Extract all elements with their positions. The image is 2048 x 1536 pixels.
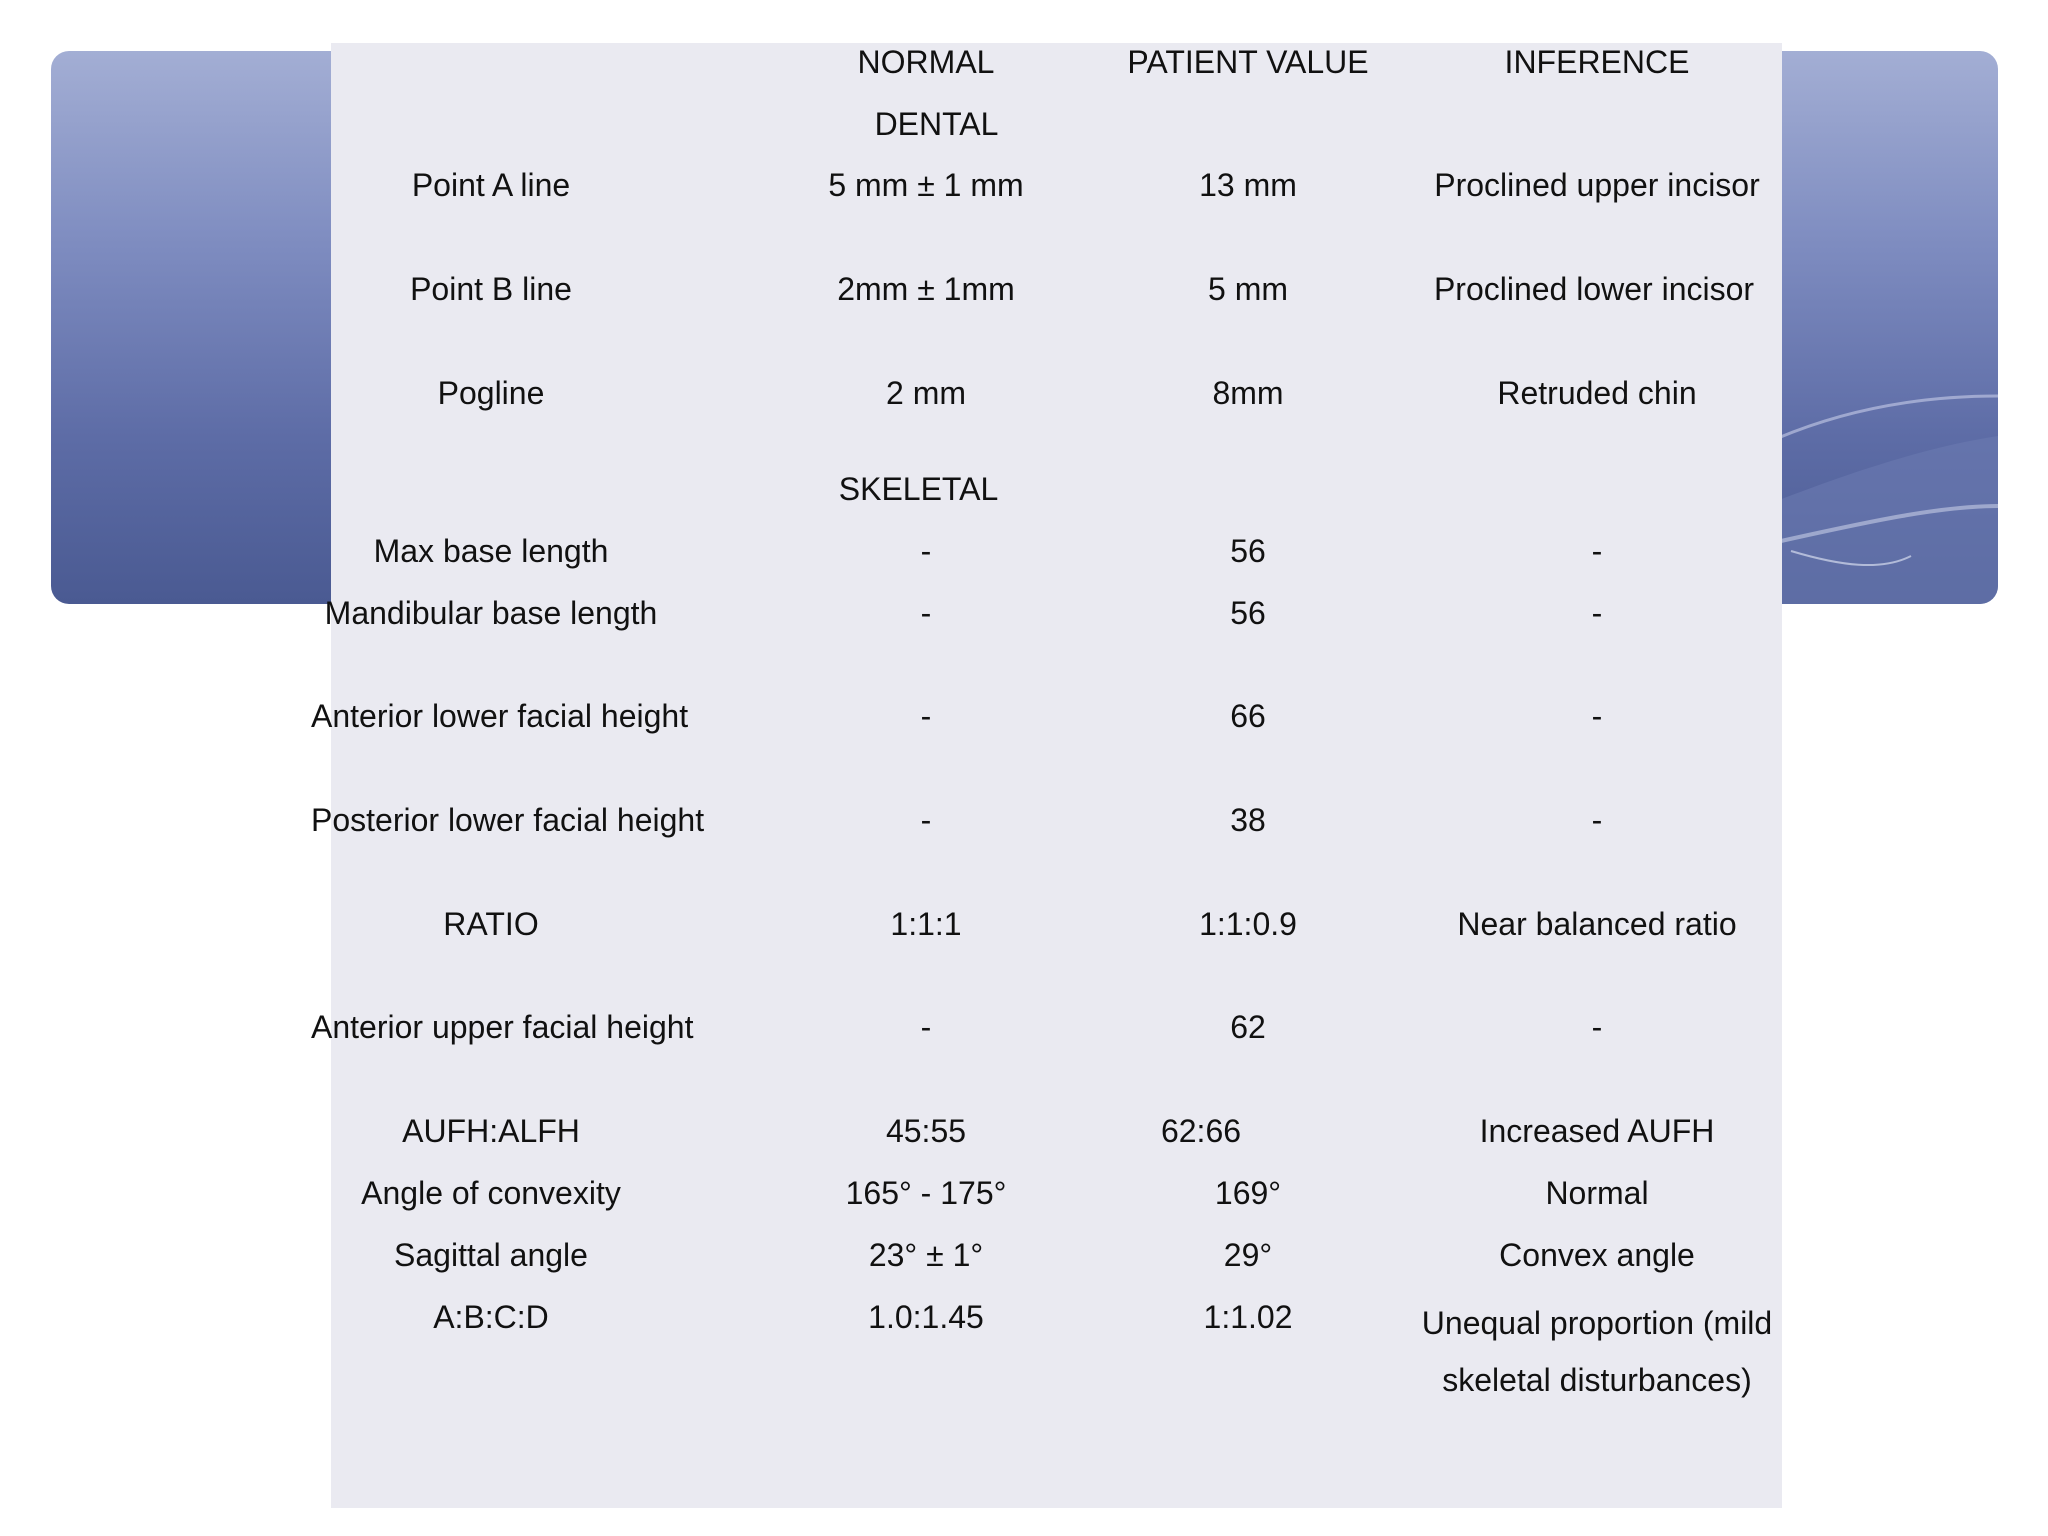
row-patient: 5 mm [1208,271,1288,307]
row-inference: Convex angle [1499,1237,1695,1273]
row-patient: 62 [1230,1009,1266,1045]
row-parameter: Point B line [410,271,572,307]
row-inference: Near balanced ratio [1457,906,1737,942]
row-normal: 23° ± 1° [868,1237,984,1273]
row-inference: Normal [1545,1175,1649,1211]
row-parameter: RATIO [443,906,539,942]
row-parameter: Sagittal angle [394,1237,588,1273]
row-patient: 66 [1230,698,1266,734]
row-inference: Proclined upper incisor [1434,167,1760,203]
row-patient: 8mm [1212,375,1284,411]
row-parameter: A:B:C:D [433,1299,549,1335]
row-normal: - [920,533,932,569]
row-inference: - [1591,698,1603,734]
row-patient: 1:1:0.9 [1199,906,1297,942]
row-inference: Unequal proportion (mild skeletal disturbances) [1421,1305,1773,1398]
row-inference: Proclined lower incisor [1433,271,1755,307]
row-normal: 2 mm [886,375,966,411]
row-patient: 56 [1230,595,1266,631]
row-patient: 38 [1230,802,1266,838]
row-parameter: Angle of convexity [361,1175,621,1211]
row-patient: 169° [1214,1175,1282,1211]
header-inference: INFERENCE [1504,44,1690,80]
row-parameter: AUFH:ALFH [402,1113,580,1149]
row-normal: 2mm ± 1mm [837,271,1015,307]
row-normal: 1.0:1.45 [868,1299,984,1335]
row-inference: Increased AUFH [1479,1113,1715,1149]
row-parameter: Anterior upper facial height [311,1009,694,1045]
row-parameter: Point A line [411,167,571,203]
row-patient: 29° [1223,1237,1273,1273]
cephalometric-table [311,43,1782,1508]
row-normal: - [920,595,932,631]
row-patient: 13 mm [1199,167,1297,203]
row-inference: - [1591,802,1603,838]
header-patient-value: PATIENT VALUE [1127,44,1369,80]
row-parameter: Anterior lower facial height [311,698,689,734]
row-normal: 165° - 175° [845,1175,1007,1211]
row-patient: 62:66 [1160,1113,1242,1149]
row-inference: Retruded chin [1497,375,1697,411]
row-normal: - [920,1009,932,1045]
row-parameter: Mandibular base length [324,595,658,631]
row-parameter: Posterior lower facial height [311,802,705,838]
row-inference: - [1591,1009,1603,1045]
row-inference: - [1591,533,1603,569]
row-normal: 1:1:1 [890,906,962,942]
row-parameter: Pogline [437,375,545,411]
row-inference: - [1591,595,1603,631]
header-normal: NORMAL [857,44,995,80]
row-patient: 56 [1230,533,1266,569]
row-normal: 45:55 [885,1113,967,1149]
section-skeletal: SKELETAL [838,471,999,507]
row-parameter: Max base length [373,533,609,569]
section-dental: DENTAL [874,106,999,142]
row-normal: - [920,802,932,838]
row-normal: - [920,698,932,734]
row-patient: 1:1.02 [1203,1299,1293,1335]
row-normal: 5 mm ± 1 mm [828,167,1024,203]
